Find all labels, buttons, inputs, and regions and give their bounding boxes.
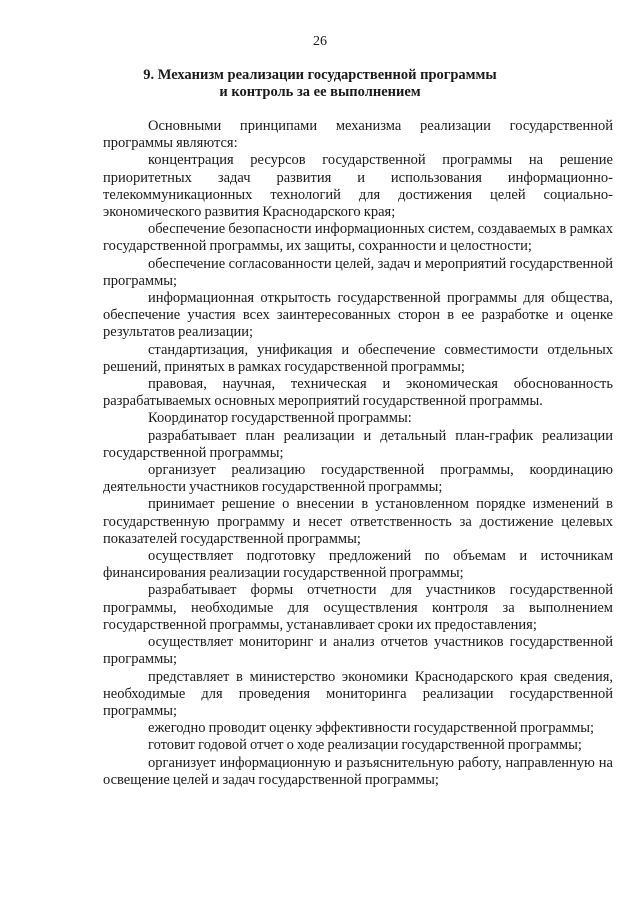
- paragraph: Координатор государственной программы:: [148, 410, 412, 427]
- section-title-line-1: 9. Механизм реализации государственной программы: [143, 67, 497, 83]
- paragraph: концентрация ресурсов государственной программы на решение приоритетных задач развития и использования информационно-телекоммуникационных технологий для достижения целей социально-экономического развития Краснодарского края;: [103, 152, 613, 221]
- paragraph: информационная открытость государственной программы для общества, обеспечение участия всех заинтересованных сторон в ее разработке и оценке результатов реализации;: [103, 290, 613, 341]
- paragraph: осуществляет мониторинг и анализ отчетов участников государственной программы;: [103, 634, 613, 668]
- paragraph: осуществляет подготовку предложений по объемам и источникам финансирования реализации государственной программы;: [103, 548, 613, 582]
- paragraph: представляет в министерство экономики Краснодарского края сведения, необходимые для проведения мониторинга реализации государственной программы;: [103, 668, 613, 719]
- paragraph: Основными принципами механизма реализации государственной программы являются:: [103, 118, 613, 152]
- paragraph: обеспечение безопасности информационных систем, создаваемых в рамках государственной программы, их защиты, сохранности и целостности;: [103, 221, 613, 255]
- paragraph: стандартизация, унификация и обеспечение совместимости отдельных решений, принятых в рамках государственной программы;: [103, 341, 613, 375]
- paragraph: разрабатывает план реализации и детальный план-график реализации государственной программы;: [103, 427, 613, 461]
- paragraph: организует реализацию государственной программы, координацию деятельности участников государственной программы;: [103, 462, 613, 496]
- paragraph: принимает решение о внесении в установленном порядке изменений в государственную программу и несет ответственность за достижение целевых показателей государственной программы;: [103, 496, 613, 547]
- page-number: 26: [313, 34, 327, 49]
- paragraph: ежегодно проводит оценку эффективности государственной программы;: [148, 720, 595, 737]
- paragraph: правовая, научная, техническая и экономическая обоснованность разрабатываемых основных мероприятий государственной программы.: [103, 376, 613, 410]
- section-title-line-2: и контроль за ее выполнением: [219, 84, 421, 100]
- paragraph: обеспечение согласованности целей, задач и мероприятий государственной программы;: [103, 255, 613, 289]
- paragraph: готовит годовой отчет о ходе реализации государственной программы;: [148, 737, 582, 754]
- paragraph: организует информационную и разъяснительную работу, направленную на освещение целей и задач государственной программы;: [103, 754, 613, 788]
- section-title: [100, 67, 540, 101]
- section-body: [103, 118, 613, 789]
- paragraph: разрабатывает формы отчетности для участников государственной программы, необходимые для осуществления контроля за выполнением государственной программы, устанавливает сроки их предоставления;: [103, 582, 613, 633]
